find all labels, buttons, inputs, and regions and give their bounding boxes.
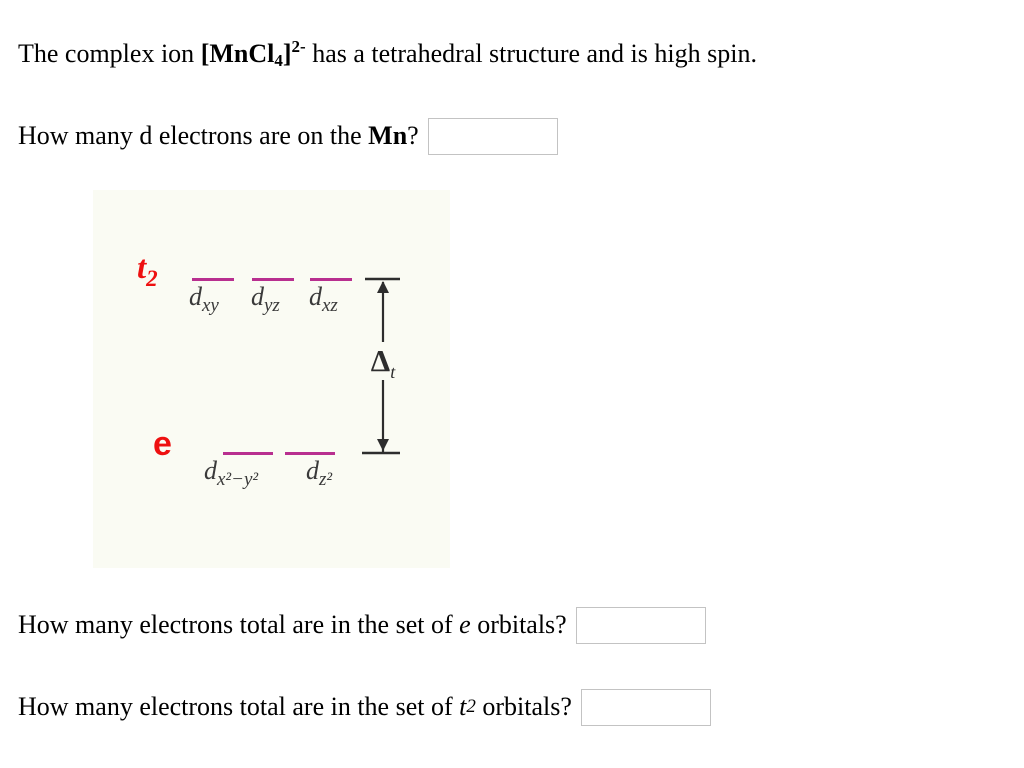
t2-italic: t bbox=[459, 692, 467, 721]
t2-italic-sub: 2 bbox=[466, 696, 476, 717]
statement-suffix: has a tetrahedral structure and is high spin. bbox=[305, 39, 757, 68]
question-d-electrons-qmark: ? bbox=[407, 121, 419, 150]
e-set-label: e bbox=[153, 425, 172, 463]
t2-set-label: $t_2$ bbox=[137, 250, 158, 291]
e-level-line-dz2 bbox=[285, 452, 335, 455]
question-t2-orbitals bbox=[18, 686, 711, 728]
question-e-orbitals bbox=[18, 604, 706, 646]
formula-superscript-charge: 2- bbox=[291, 37, 306, 56]
orbital-label-dxz: $d_{xz}$ bbox=[309, 282, 338, 316]
e-orbitals-input[interactable] bbox=[576, 607, 706, 644]
question-d-electrons bbox=[18, 116, 558, 156]
orbital-splitting-diagram bbox=[93, 190, 450, 568]
formula-subscript-4: 4 bbox=[274, 51, 283, 70]
t2-level-line-dxz bbox=[310, 278, 352, 281]
statement-prefix: The complex ion bbox=[18, 39, 201, 68]
mn-bold: Mn bbox=[368, 121, 408, 150]
t2-level-line-dyz bbox=[252, 278, 294, 281]
t2-orbitals-input[interactable] bbox=[581, 689, 711, 726]
question-d-electrons-text: How many d electrons are on the bbox=[18, 121, 369, 150]
question-e-orbitals-text: How many electrons total are in the set of bbox=[18, 610, 460, 639]
e-italic: e bbox=[459, 610, 471, 639]
orbital-label-dxy: $d_{xy}$ bbox=[189, 282, 219, 316]
t2-level-line-dxy bbox=[192, 278, 234, 281]
question-t2-orbitals-text: How many electrons total are in the set of bbox=[18, 692, 460, 721]
arrowhead-down bbox=[377, 439, 389, 451]
d-electrons-input[interactable] bbox=[428, 118, 558, 155]
orbital-label-dyz: $d_{yz}$ bbox=[251, 282, 280, 316]
orbital-label-dx2y2: $d_{x^2-y^2}$ bbox=[204, 456, 259, 490]
orbital-label-dz2: $d_{z^2}$ bbox=[306, 456, 333, 490]
delta-t-label: Δt bbox=[359, 342, 407, 380]
arrowhead-up bbox=[377, 281, 389, 293]
question-t2-orbitals-suffix: orbitals? bbox=[475, 692, 572, 721]
question-e-orbitals-suffix: orbitals? bbox=[470, 610, 567, 639]
statement-line bbox=[18, 36, 757, 72]
formula-mncl4: [MnCl4]$^{2-}$ bbox=[200, 37, 306, 70]
e-level-line-dx2y2 bbox=[223, 452, 273, 455]
